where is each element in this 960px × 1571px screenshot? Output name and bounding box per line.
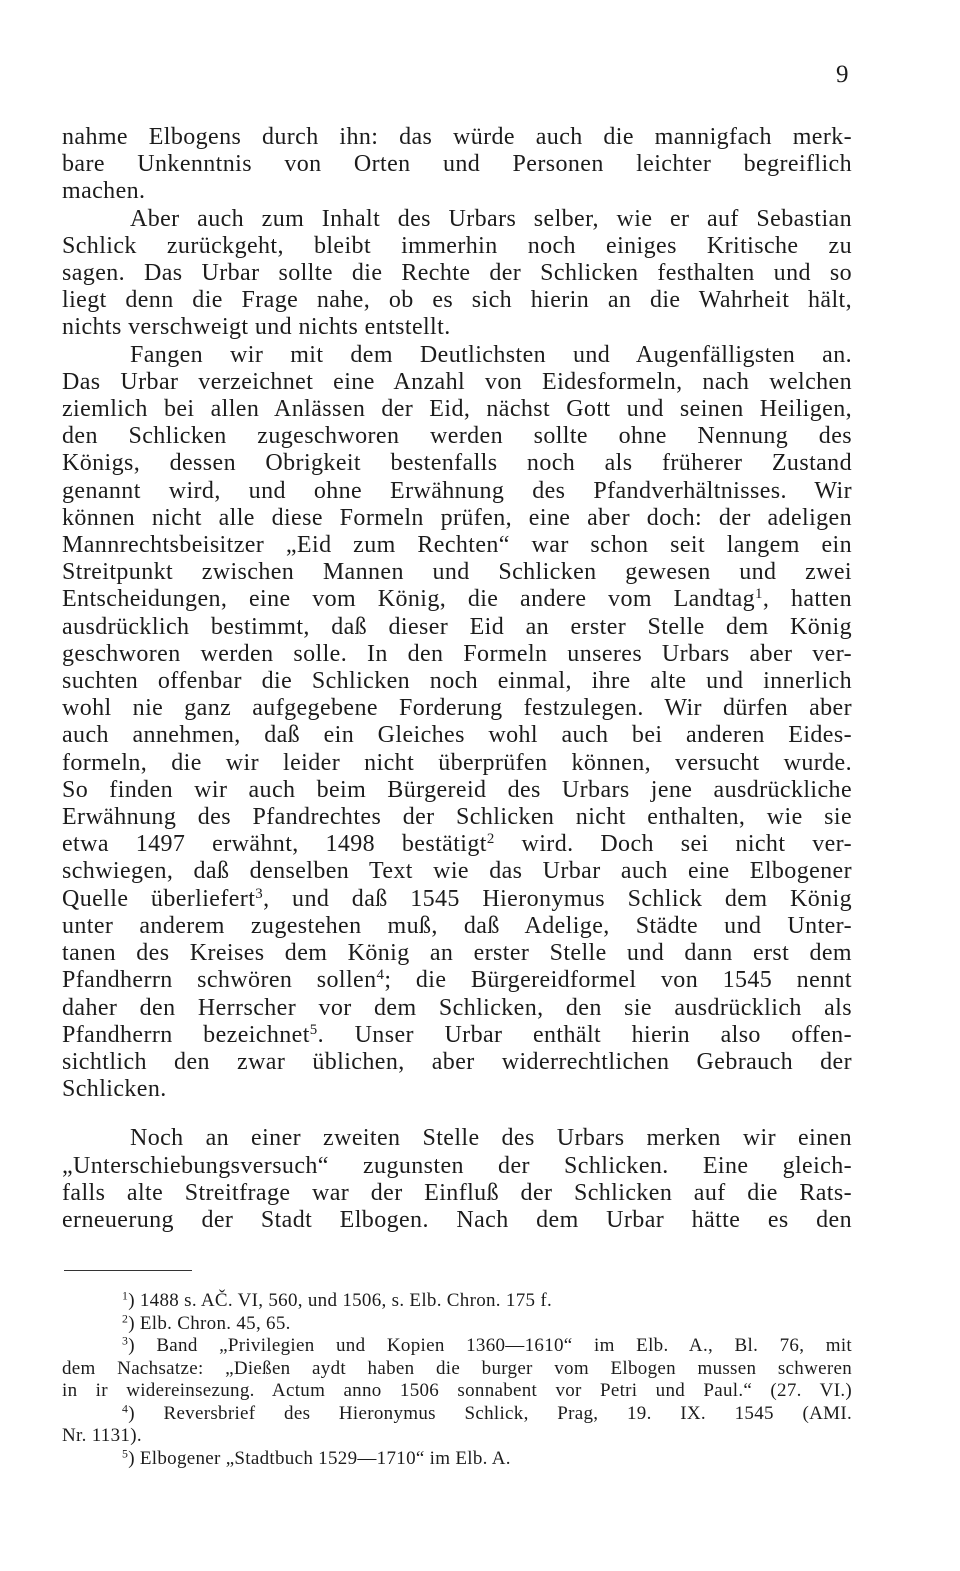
text-segment: , hatten xyxy=(762,586,853,613)
text-line: sagen. Das Urbar sollte die Rechte der Schlicken festhalten und so xyxy=(62,260,852,287)
text-line: Königs, dessen Obrigkeit bestenfalls noch als früherer Zustand xyxy=(62,450,852,477)
paragraph-3 xyxy=(62,342,852,1104)
text-segment: Quelle überliefert xyxy=(62,885,256,912)
text-line: „Unterschiebungsversuch“ zugunsten der Schlicken. Eine gleich- xyxy=(62,1152,852,1179)
main-text xyxy=(62,124,852,1234)
text-line: ziemlich bei allen Anlässen der Eid, nächst Gott und seinen Heiligen, xyxy=(62,396,852,423)
text-line: Schlicken. xyxy=(62,1076,167,1103)
text-line: liegt denn die Frage nahe, ob es sich hierin an die Wahrheit hält, xyxy=(62,287,852,314)
text-line: So finden wir auch beim Bürgereid des Urbars jene ausdrückliche xyxy=(62,776,852,803)
text-line: auch annehmen, daß ein Gleiches wohl auch bei anderen Eides- xyxy=(62,722,852,749)
text-segment: Entscheidungen, eine vom König, die andere vom Landtag xyxy=(62,586,756,613)
footnote-2: $^2$) Elb. Chron. 45, 65. xyxy=(122,1312,291,1334)
text-line: wohl nie ganz aufgegebene Forderung festzulegen. Wir dürfen aber xyxy=(62,695,852,722)
text-line: Noch an einer zweiten Stelle des Urbars merken wir einen xyxy=(130,1125,852,1152)
text-line: Das Urbar verzeichnet eine Anzahl von Eidesformeln, nach welchen xyxy=(62,368,852,395)
footnote-text: Reversbrief des Hieronymus Schlick, Prag, 19. IX. 1545 (AMI. xyxy=(163,1402,852,1424)
footnote-ref-2: 2 xyxy=(486,831,495,848)
text-line: Aber auch zum Inhalt des Urbars selber, wie er auf Sebastian xyxy=(130,205,852,232)
text-segment: Pfandherrn schwören sollen xyxy=(62,967,377,994)
text-line: nichts verschweigt und nichts entstellt. xyxy=(62,314,451,341)
footnote-mark: 5 xyxy=(122,1447,129,1461)
text-line xyxy=(62,967,852,994)
text-line: sichtlich den zwar üblichen, aber widerrechtlichen Gebrauch der xyxy=(62,1048,852,1075)
text-line: Mannrechtsbeisitzer „Eid zum Rechten“ war schon seit langem ein xyxy=(62,532,852,559)
footnote-1: $^1$) 1488 s. AČ. VI, 560, und 1506, s. Elb. Chron. 175 f. xyxy=(122,1289,553,1311)
footnote-3-line-3: in ir widereinsezung. Actum anno 1506 sonnabent vor Petri und Paul.“ (27. VI.) xyxy=(62,1380,852,1401)
text-line: suchten offenbar die Schlicken noch einmal, ihre alte und innerlich xyxy=(62,668,852,695)
footnote-4: $^4$) Reversbrief des Hieronymus Schlick, Prag, 19. IX. 1545 (AMI. xyxy=(122,1402,852,1424)
paragraph-1 xyxy=(62,124,852,206)
text-line: ausdrücklich bestimmt, daß dieser Eid an erster Stelle dem König xyxy=(62,613,852,640)
footnote-3-line-2: dem Nachsatze: „Dießen aydt haben die burger vom Elbogen mussen schweren xyxy=(62,1357,852,1379)
page-number: 9 xyxy=(836,61,849,88)
text-line: formeln, die wir leider nicht überprüfen können, versucht wurde. xyxy=(62,749,852,776)
text-line xyxy=(62,886,852,913)
text-segment: etwa 1497 erwähnt, 1498 bestätigt xyxy=(62,831,487,858)
footnote-mark: 4 xyxy=(122,1402,129,1416)
text-line: Streitpunkt zwischen Mannen und Schlicken gewesen und zwei xyxy=(62,559,852,586)
text-line: Erwähnung des Pfandrechtes der Schlicken nicht enthalten, wie sie xyxy=(62,804,852,831)
text-line: schwiegen, daß denselben Text wie das Urbar auch eine Elbogener xyxy=(62,858,852,885)
text-segment: ; die Bürgereidformel von 1545 nennt xyxy=(384,967,852,994)
text-line: geschworen werden solle. In den Formeln unseres Urbars aber ver- xyxy=(62,640,852,667)
text-line: tanen des Kreises dem König an erster Stelle und dann erst dem xyxy=(62,940,852,967)
footnote-text: Band „Privilegien und Kopien 1360—1610“ im Elb. A., Bl. 76, mit xyxy=(156,1335,852,1356)
footnote-ref-4: 4 xyxy=(376,967,385,984)
text-line: machen. xyxy=(62,178,146,205)
text-segment: wird. Doch sei nicht ver- xyxy=(494,831,852,858)
text-line xyxy=(62,1022,852,1049)
footnote-mark: 3 xyxy=(122,1334,129,1348)
footnote-mark: 1 xyxy=(122,1289,129,1303)
text-segment: , und daß 1545 Hieronymus Schlick dem König xyxy=(263,885,852,912)
text-line: können nicht alle diese Formeln prüfen, eine aber doch: der adeligen xyxy=(62,504,852,531)
footnotes xyxy=(62,1290,852,1470)
footnote-text: 1488 s. AČ. VI, 560, und 1506, s. Elb. Chron. 175 f. xyxy=(139,1290,553,1311)
text-line: genannt wird, und ohne Erwähnung des Pfandverhältnisses. Wir xyxy=(62,477,852,504)
footnote-text: Elbogener „Stadtbuch 1529—1710“ im Elb. A. xyxy=(139,1447,511,1469)
footnote-3: $^3$) Band „Privilegien und Kopien 1360—1610“ im Elb. A., Bl. 76, mit xyxy=(122,1334,852,1356)
footnote-ref-5: 5 xyxy=(309,1021,318,1038)
text-line xyxy=(62,586,852,613)
text-line: Fangen wir mit dem Deutlichsten und Augenfälligsten an. xyxy=(130,341,852,368)
text-line xyxy=(62,831,852,858)
footnote-4-line-2: Nr. 1131). xyxy=(62,1425,142,1446)
text-line: daher den Herrscher vor dem Schlicken, den sie ausdrücklich als xyxy=(62,994,852,1021)
text-line: Schlick zurückgeht, bleibt immerhin noch einiges Kritische zu xyxy=(62,232,852,259)
text-line: unter anderem zugestehen muß, daß Adelige, Städte und Unter- xyxy=(62,912,852,939)
text-segment: . Unser Urbar enthält hierin also offen- xyxy=(317,1021,852,1048)
paragraph-4 xyxy=(62,1125,852,1234)
footnote-ref-1: 1 xyxy=(755,586,763,603)
text-line: erneuerung der Stadt Elbogen. Nach dem Urbar hätte es den xyxy=(62,1206,852,1233)
footnote-separator xyxy=(64,1270,192,1271)
text-line: falls alte Streitfrage war der Einfluß der Schlicken auf die Rats- xyxy=(62,1179,852,1206)
text-line: bare Unkenntnis von Orten und Personen leichter begreiflich xyxy=(62,151,852,178)
paragraph-2 xyxy=(62,206,852,342)
text-line: nahme Elbogens durch ihn: das würde auch die mannigfach merk- xyxy=(62,124,852,150)
footnote-5: $^5$) Elbogener „Stadtbuch 1529—1710“ im Elb. A. xyxy=(122,1447,511,1469)
footnote-ref-3: 3 xyxy=(255,885,264,902)
footnote-mark: 2 xyxy=(122,1312,129,1326)
footnote-text: Elb. Chron. 45, 65. xyxy=(139,1312,291,1334)
text-line: den Schlicken zugeschworen werden sollte ohne Nennung des xyxy=(62,423,852,450)
text-segment: Pfandherrn bezeichnet xyxy=(62,1021,310,1048)
